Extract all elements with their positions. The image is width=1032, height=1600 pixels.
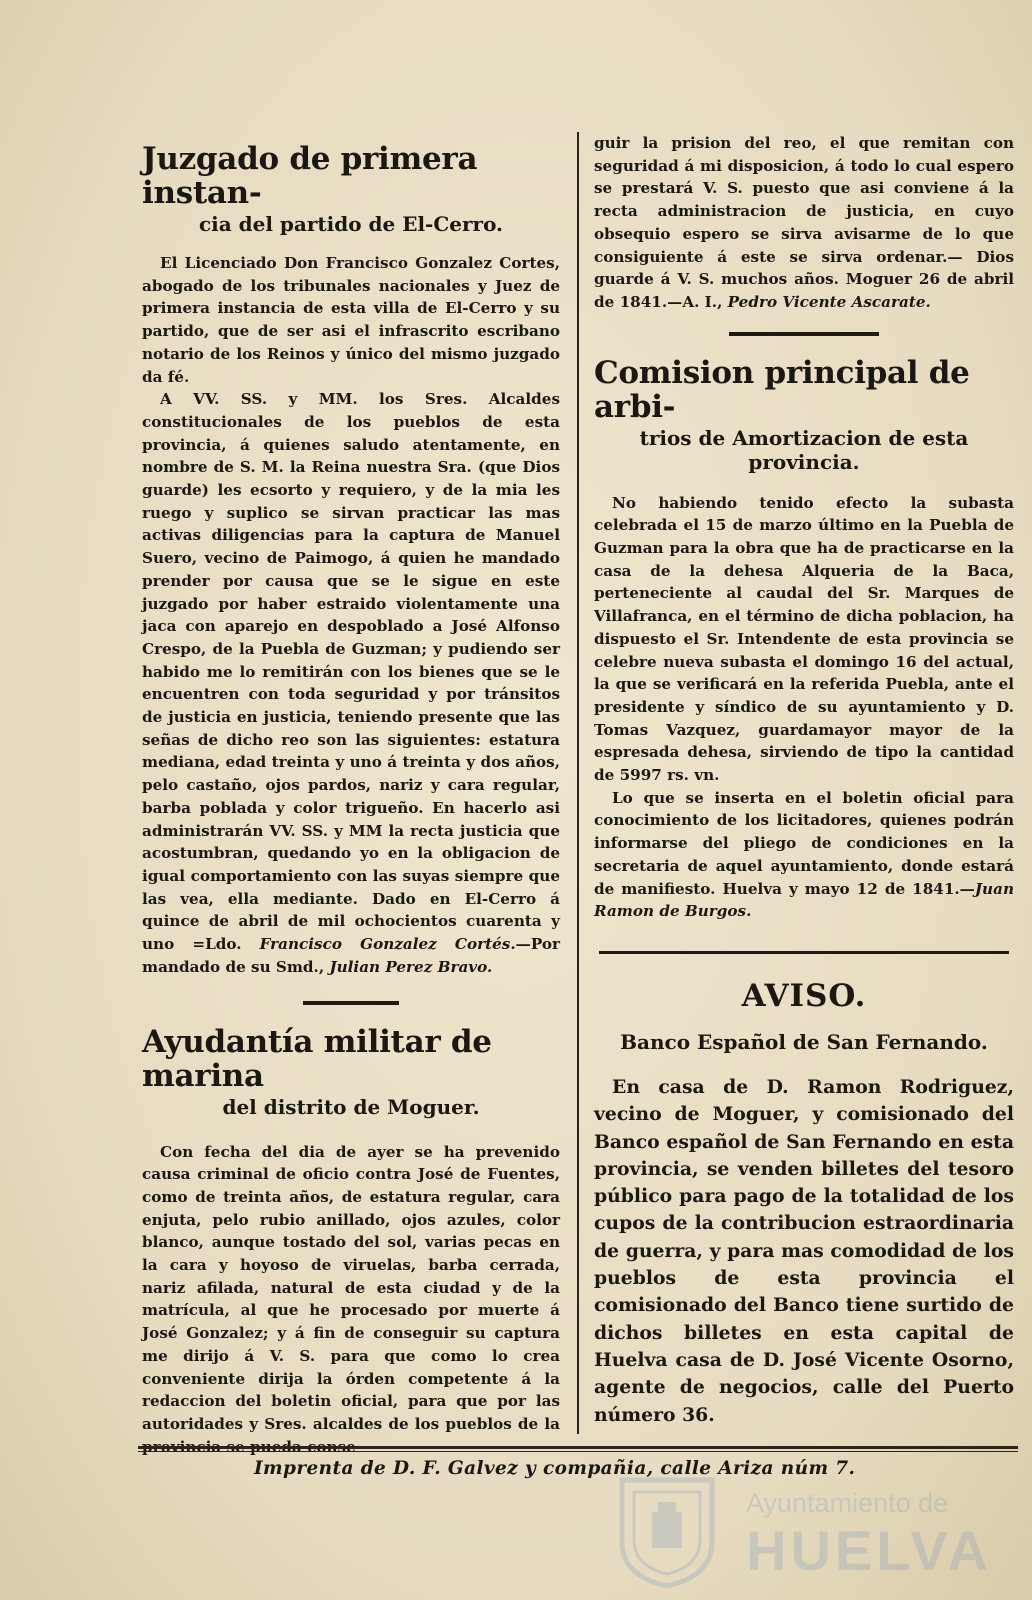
aviso-title: AVISO. [741,977,867,1014]
watermark [612,1472,992,1592]
body-paragraph: Con fecha del dia de ayer se ha prevenido causa criminal de oficio contra José de Fuentes, como de treinta años, de estatura regular, cara enjuta, pelo rubio anillado, ojos azules, color blanco, aunque tostado del sol, varias pecas en la cara y hoyoso de viruelas, barba cerrada, nariz afilada, natural de esta ciudad y de la matrícula, al que he procesado por muerte á José Gonzalez; y á fin de conseguir su captura me dirijo á V. S. para que como lo crea conveniente dirija la órden competente á la redaccion del boletin oficial, para que por las autoridades y Sres. alcaldes de los pueblos de la [142,1142,560,1433]
section-subtitle: cia del partido de El-Cerro. [198,212,504,236]
watermark-line1: Ayuntamiento de [746,1488,949,1518]
body-paragraph [594,132,1014,314]
section-comision [594,356,1014,923]
signature: Francisco Gonzalez Cortés. [259,935,516,954]
watermark-line2: HUELVA [746,1519,992,1582]
section-title: Ayudantía militar de marina [142,1023,492,1094]
body-text: A VV. SS. y MM. los Sres. Alcaldes constitucionales de los pueblos de esta provincia, á quienes saludo atentamente, en nombre de S. M. la Reina nuestra Sra. (que Dios guarde) les ecsorto y requiero, y de la mia les ruego y suplico se sirvan practicar las mas activas diligencias para la captura de Manuel Suero, vecino de Paimogo, á quien he mandado prender por causa que se le sigue en este juzgado por haber estraido violentamente una jaca con aparejo en despoblado a José Alfonso Crespo, de la Puebla de Guzman; y pudiendo ser habido me lo remitirán con los bienes que se le encuentren con toda seguridad y por tránsitos de justicia en justicia, teniendo presente que las señas de dicho reo son las siguientes: estatura mediana, edad treinta y uno á treinta y dos años, pelo castaño, ojos pardos, nariz y cara regular, barba poblada y color trigueño. En hacerlo asi administrarán VV. SS. y MM la recta justicia que acostumbran, quedando yo en la obligacion de igual comportamiento con las suyas siempre que las vea, ella mediante. Dado en El-Cerro á quince de abril de mil ochocientos cuarenta y uno =Ldo. [142,390,560,954]
right-column [594,132,1014,1429]
section-subtitle: del distrito de Moguer. [222,1094,480,1119]
body-paragraph [594,787,1014,923]
body-text: Lo que se inserta en el boletin oficial para conocimiento de los licitadores, quienes podrán informarse del pliego de condiciones en la secretaria de aquel ayuntamiento, donde estará de manifiesto. Huelva y mayo 12 de 1841.— [594,788,1014,898]
section-ayudantia [142,1025,560,1459]
section-divider [303,1001,399,1005]
section-title: Comision principal de arbi- [594,354,970,425]
body-paragraph: No habiendo tenido efecto la subasta celebrada el 15 de marzo último en la Puebla de Guzman para la obra que ha de practicarse en la casa de la dehesa Alqueria de la Baca, perteneciente al caudal del Sr. Marques de Villafranca, en el término de dicha poblacion, ha dispuesto el Sr. Intendente de esta provincia se celebre nueva subasta el domingo 16 del actual, la que se verificará en la referida Puebla, ante el presidente y síndico de su ayuntamiento y D. Tomas Vazquez, guardamayor mayor de la espresada dehesa, sirviendo de tipo la cantidad de 5997 rs. vn. [594,493,1014,785]
section-divider [729,332,879,336]
printer-imprint: Imprenta de D. F. Galvez y compañia, calle Ariza núm 7. [254,1458,856,1479]
section-divider [599,951,1009,954]
aviso-subtitle: Banco Español de San Fernando. [620,1029,988,1054]
signature: Juan Ramon de Burgos. [594,879,1014,921]
section-title: Juzgado de primera instan- [142,141,478,211]
column-rule [577,132,579,1434]
seal-icon [612,1472,722,1590]
section-juzgado [142,142,560,979]
body-text: guir la prision del reo, el que remitan con seguridad á mi disposicion, á todo lo cual espero se prestará V. S. puesto que asi conviene á la recta administracion de justicia, en cuyo obsequio espero se sirva avisarme de lo que consiguiente á este se sirva ordenar.— Dios guarde á V. S. muchos años. Moguer 26 de abril de 1841.—A. I., [594,134,1014,311]
section-aviso [594,978,1014,1429]
bottom-rule [138,1446,1018,1449]
signature: Pedro Vicente Ascarate. [727,292,931,311]
body-paragraph: El Licenciado Don Francisco Gonzalez Cortes, abogado de los tribunales nacionales y Juez de primera instancia de esta villa de El-Cerro y su partido, que de ser asi el infrascrito escribano notario de los Reinos y único del mismo juzgado da fé. [142,254,560,386]
body-paragraph [142,388,560,978]
bottom-rule-thin [138,1451,1018,1452]
section-subtitle: trios de Amortizacion de esta provincia. [639,425,969,474]
body-paragraph: En casa de D. Ramon Rodriguez, vecino de Moguer, y comisionado del Banco español de San Fernando en esta provincia, se venden billetes del tesoro público para pago de la totalidad de los cupos de la contribucion estraordinaria de guerra, y para mas comodidad de los pueblos de esta provincia el comisionado del Banco tiene surtido de dichos billetes en esta capital de Huelva casa de D. José Vicente Osorno, agente de negocios, calle del Puerto número 36. [594,1075,1014,1426]
left-column [142,132,560,1458]
body-text: —Por mandado de su Smd., [142,935,560,976]
signature: Julian Perez Bravo. [329,957,493,976]
